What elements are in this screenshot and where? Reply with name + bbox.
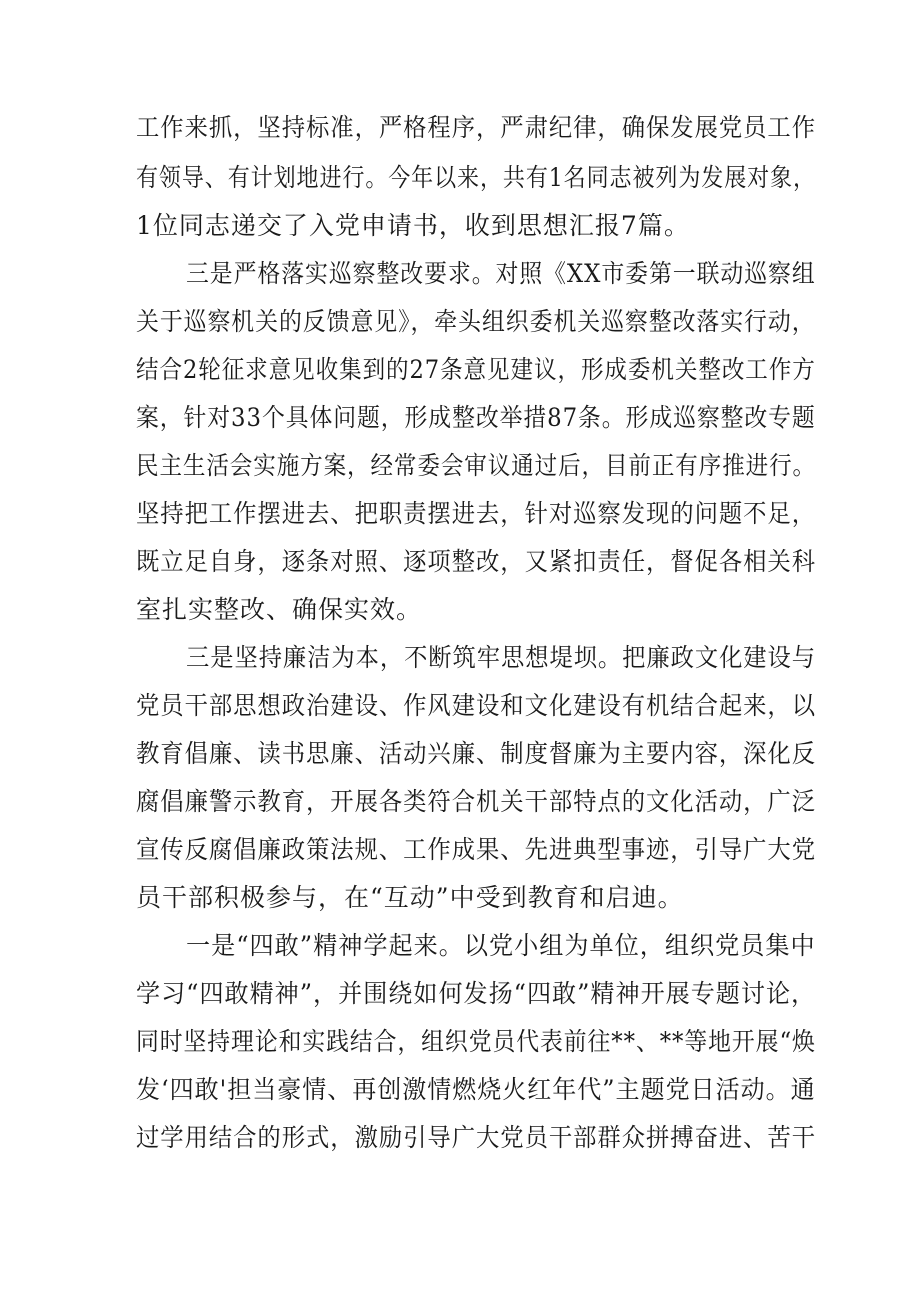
text-line: 员干部积极参与，在“互动”中受到教育和启迪。	[136, 883, 684, 912]
text-line: 既立足自身，逐条对照、逐项整改，又紧扣责任，督促各相关科	[136, 547, 817, 576]
text-line: 关于巡察机关的反馈意见》，牵头组织委机关巡察整改落实行动，	[136, 307, 816, 336]
text-line: 案，针对33个具体问题，形成整改举措87条。形成巡察整改专题	[136, 403, 816, 432]
text-line: 1位同志递交了入党申请书，收到思想汇报7篇。	[136, 211, 690, 240]
text-line: 教育倡廉、读书思廉、活动兴廉、制度督廉为主要内容，深化反	[136, 739, 817, 768]
text-line: 党员干部思想政治建设、作风建设和文化建设有机结合起来，以	[136, 691, 817, 720]
text-line: 工作来抓，坚持标准，严格程序，严肃纪律，确保发展党员工作	[136, 113, 817, 142]
text-line: 民主生活会实施方案，经常委会审议通过后，目前正有序推进行。	[136, 451, 817, 480]
text-line: 有领导、有计划地进行。今年以来，共有1名同志被列为发展对象，	[136, 163, 816, 192]
text-line: 室扎实整改、确保实效。	[136, 595, 423, 624]
text-line: 发‘四敢'担当豪情、再创激情燃烧火红年代”主题党日活动。通	[136, 1075, 816, 1104]
text-line: 三是严格落实巡察整改要求。对照《XX市委第一联动巡察组	[186, 259, 816, 288]
text-line: 三是坚持廉洁为本，不断筑牢思想堤坝。把廉政文化建设与	[186, 643, 817, 672]
text-line: 腐倡廉警示教育，开展各类符合机关干部特点的文化活动，广泛	[136, 787, 817, 816]
text-line: 坚持把工作摆进去、把职责摆进去，针对巡察发现的问题不足，	[136, 499, 817, 528]
text-line: 一是“四敢”精神学起来。以党小组为单位，组织党员集中	[186, 931, 816, 960]
text-line: 学习“四敢精神”，并围绕如何发扬“四敢”精神开展专题讨论，	[136, 979, 817, 1008]
text-line: 同时坚持理论和实践结合，组织党员代表前往**、**等地开展“焕	[136, 1027, 816, 1056]
text-line: 结合2轮征求意见收集到的27条意见建议，形成委机关整改工作方	[136, 355, 816, 384]
text-line: 宣传反腐倡廉政策法规、工作成果、先进典型事迹，引导广大党	[136, 835, 817, 864]
text-line: 过学用结合的形式，激励引导广大党员干部群众拼搏奋进、苦干	[136, 1123, 817, 1152]
